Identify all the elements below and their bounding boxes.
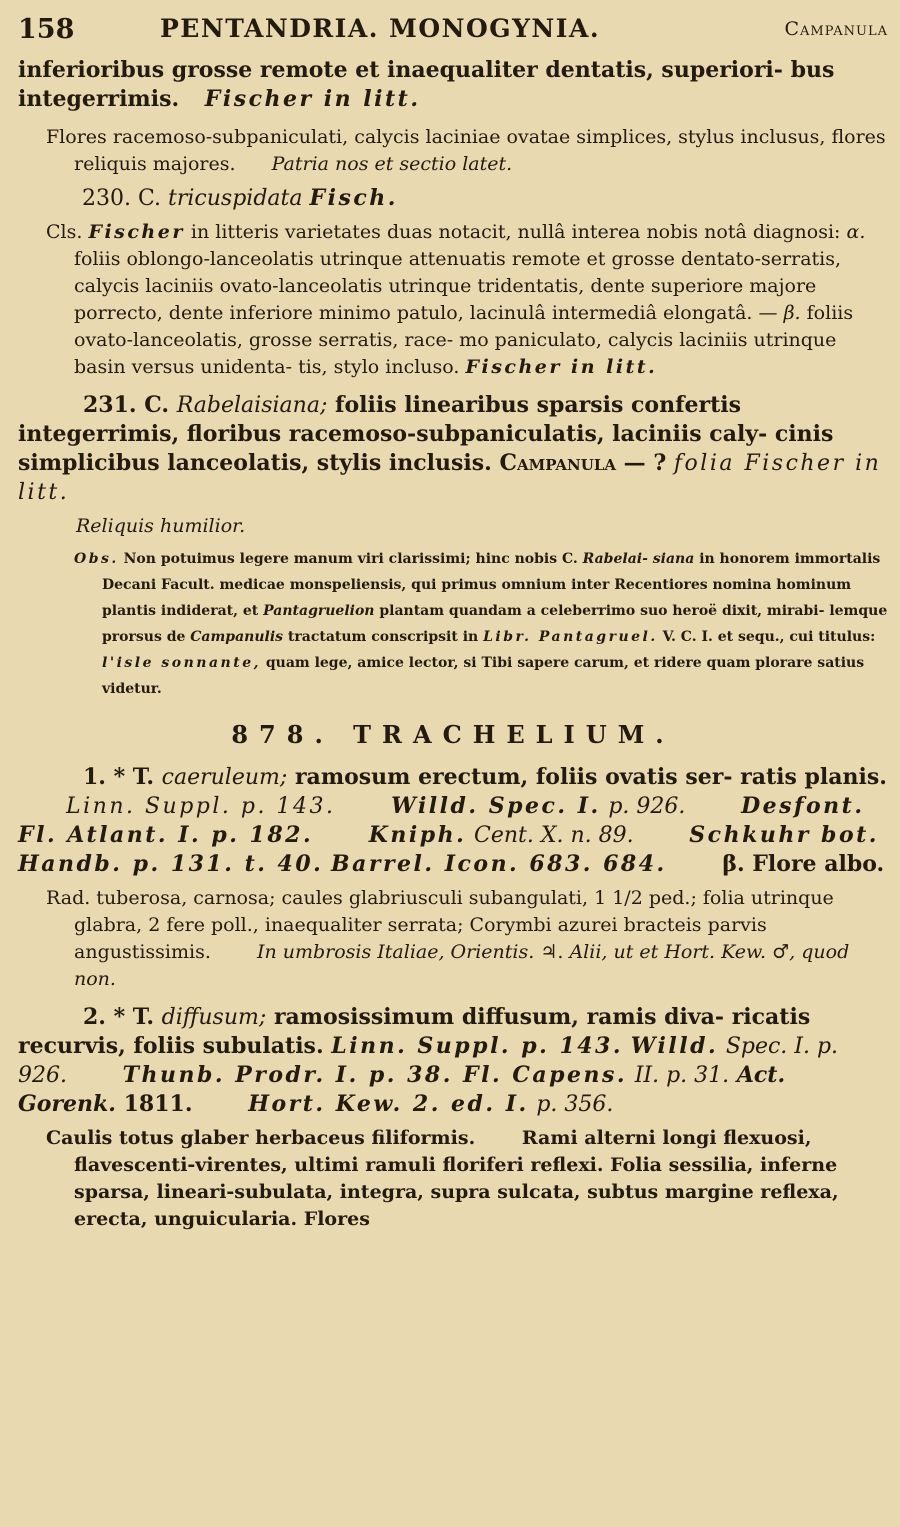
page-number: 158: [18, 14, 75, 45]
species-230-notes: Cls. Fischer in litteris varietates duas notacit, nullâ interea nobis notâ diagnosi: α. foliis oblongo-lanceolatis utrinque attenuatis remote et grosse dentato-serratis, calycis laciniis ovato-lanceolatis utrinque tridentatis, dente superiore majore porrecto, dente inferiore minimo patulo, lacinulâ intermediâ elongatâ. — β. foliis ovato-lanceolatis, grosse serratis, race- mo paniculato, calycis laciniis utrinque basin versus unidenta- tis, stylo incluso. Fischer in litt.: [46, 221, 866, 378]
page-heading: PENTANDRIA. MONOGYNIA.: [160, 14, 601, 43]
trachelium-caeruleum-description: Rad. tuberosa, carnosa; caules glabriusculi subangulati, 1 1/2 ped.; folia utrinque glabra, 2 fere poll., inaequaliter serrata; Corymbi azurei bracteis parvis angustissimis. In umbrosis Italiae, Orientis. ♃. Alii, ut et Hort. Kew. ♂, quod non.: [46, 887, 850, 990]
observation-note: Obs. Non potuimus legere manum viri clarissimi; hinc nobis C. Rabelai- siana in honorem immortalis Decani Facult. medicae monspeliensis, qui primus omnium inter Recentiores nomina hominum plantis indiderat, et Pantagruelion plantam quandam a celeberrimo suo heroë dixit, mirabi- lemque prorsus de Campanulis tractatum conscripsit in Libr. Pantagruel. V. C. I. et sequ., cui titulus: l'isle sonnante, quam lege, amice lector, si Tibi sapere carum, et ridere quam plorare satius videtur.: [74, 551, 888, 697]
trachelium-diffusum-description: Caulis totus glaber herbaceus filiformis. Rami alterni longi flexuosi, flavescenti-virentes, ultimi ramuli floriferi reflexi. Folia sessilia, inferne sparsa, lineari-subulata, integra, supra sulcata, subtus margine reflexa, erecta, unguicularia. Flores: [46, 1127, 839, 1230]
running-header: [18, 0, 888, 56]
genus-heading: Campanula: [784, 18, 888, 40]
species-231-note: Reliquis humilior.: [76, 515, 246, 537]
trachelium-diffusum: 2. * T. diffusum; ramosissimum diffusum, ramis diva- ricatis recurvis, foliis subulatis. Linn. Suppl. p. 143. Willd. Spec. I. p. 926. Thunb. Prodr. I. p. 38. Fl. Capens. II. p. 31. Act. Gorenk. 1811. Hort. Kew. 2. ed. I. p. 356.: [18, 1004, 839, 1117]
trachelium-caeruleum: 1. * T. caeruleum; ramosum erectum, foliis ovatis ser- ratis planis. Linn. Suppl. p. 143. Willd. Spec. I. p. 926. Desfont. Fl. Atlant. I. p. 182. Kniph. Cent. X. n. 89. Schkuhr bot. Handb. p. 131. t. 40. Barrel. Icon. 683. 684. β. Flore albo.: [18, 764, 887, 877]
paragraph-continuation: inferioribus grosse remote et inaequaliter dentatis, superiori- bus integerrimis. Fischer in litt.: [18, 57, 835, 112]
species-230: 230. C. tricuspidata Fisch.: [82, 185, 398, 211]
species-231: 231. C. Rabelaisiana; foliis linearibus sparsis confertis integerrimis, floribus racemoso-subpaniculatis, laciniis caly- cinis simplicibus lanceolatis, stylis inclusis. Campanula — ? folia Fischer in litt.: [18, 392, 882, 505]
genus-title: 878. TRACHELIUM.: [231, 720, 675, 749]
description-paragraph: Flores racemoso-subpaniculati, calycis laciniae ovatae simplices, stylus inclusus, flores reliquis majores. Patria nos et sectio latet.: [46, 126, 886, 175]
